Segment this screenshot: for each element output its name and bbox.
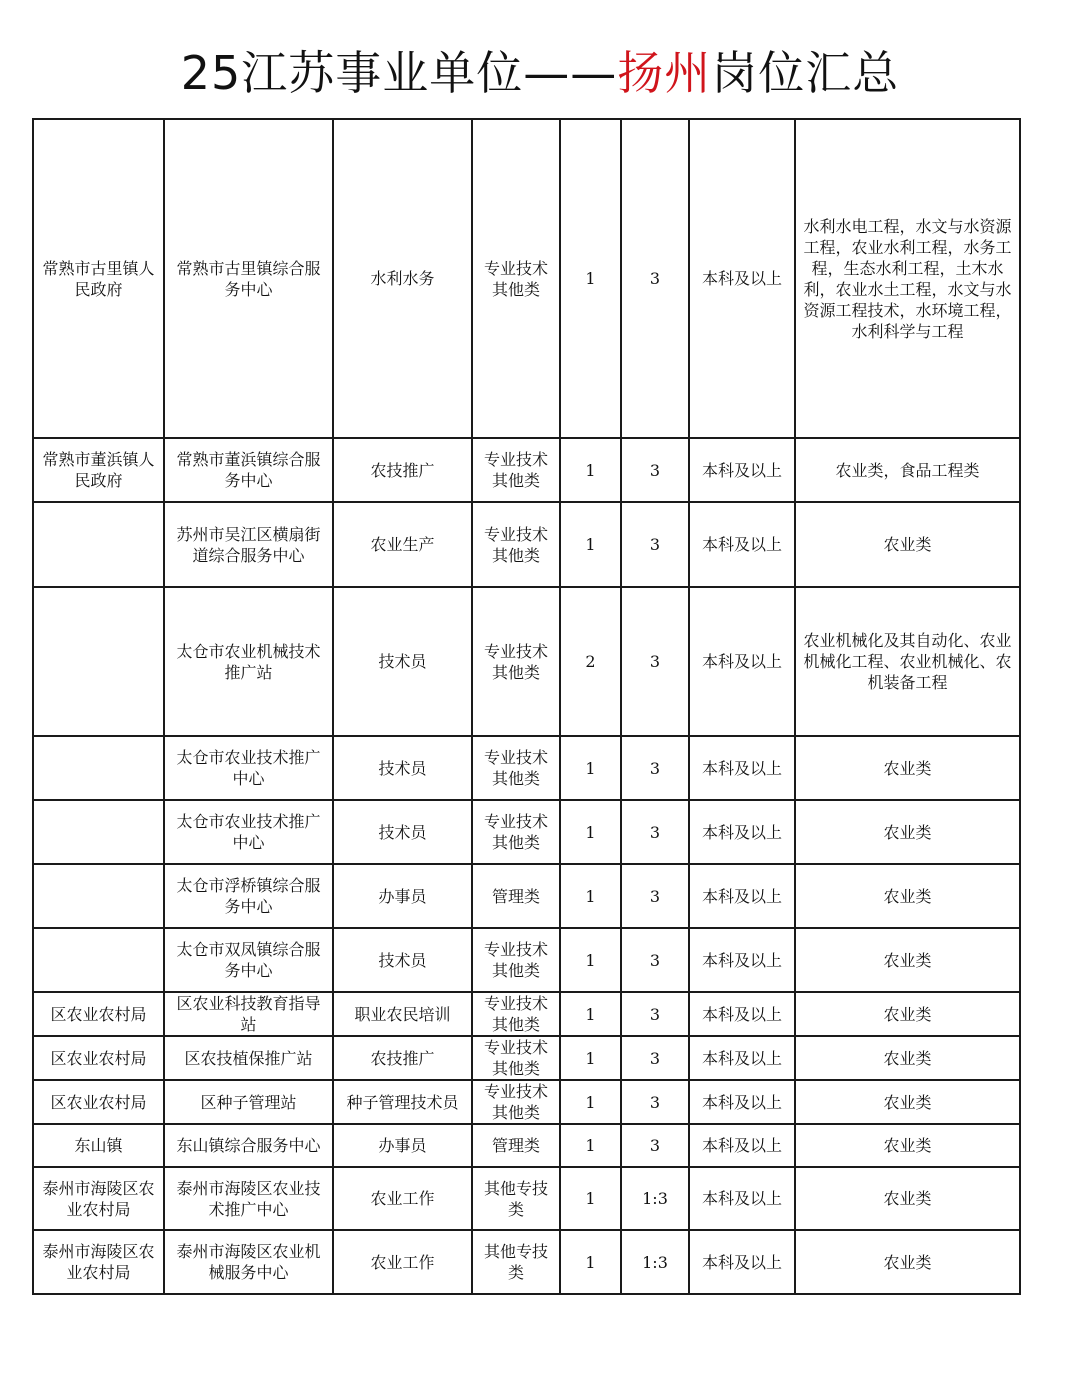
table-row [33,800,1020,864]
cell-dept: 区农业农村局 [33,1036,164,1080]
cell-major: 农业类 [795,928,1020,992]
cell-ratio: 3 [621,587,689,736]
cell-category: 专业技术其他类 [472,928,560,992]
cell-category: 专业技术其他类 [472,119,560,438]
cell-education: 本科及以上 [689,587,795,736]
cell-ratio: 3 [621,992,689,1036]
cell-category: 管理类 [472,864,560,928]
cell-count: 1 [560,1167,621,1230]
cell-count: 1 [560,1124,621,1167]
cell-major: 农业机械化及其自动化、农业机械化工程、农业机械化、农机装备工程 [795,587,1020,736]
table-row [33,992,1020,1036]
cell-ratio: 3 [621,1036,689,1080]
cell-count: 1 [560,992,621,1036]
cell-major: 农业类 [795,1124,1020,1167]
cell-major: 农业类 [795,1167,1020,1230]
cell-dept: 区农业农村局 [33,992,164,1036]
cell-post: 技术员 [333,800,472,864]
cell-ratio: 3 [621,438,689,502]
cell-education: 本科及以上 [689,502,795,587]
cell-ratio: 3 [621,119,689,438]
cell-post: 农技推广 [333,438,472,502]
cell-dept: 泰州市海陵区农业农村局 [33,1167,164,1230]
table-row [33,119,1020,438]
cell-post: 技术员 [333,587,472,736]
table-row [33,864,1020,928]
cell-post: 技术员 [333,928,472,992]
title-prefix: 25江苏事业单位—— [180,46,618,100]
cell-major: 农业类 [795,502,1020,587]
job-table [32,118,1021,1295]
cell-post: 技术员 [333,736,472,800]
cell-major: 农业类 [795,1080,1020,1124]
cell-dept [33,800,164,864]
cell-post: 办事员 [333,864,472,928]
cell-category: 专业技术其他类 [472,438,560,502]
cell-unit: 常熟市董浜镇综合服务中心 [164,438,333,502]
cell-unit: 区农技植保推广站 [164,1036,333,1080]
table-row [33,736,1020,800]
cell-post: 农业生产 [333,502,472,587]
cell-post: 农业工作 [333,1167,472,1230]
cell-major: 农业类 [795,1036,1020,1080]
cell-major: 农业类 [795,992,1020,1036]
cell-education: 本科及以上 [689,438,795,502]
cell-ratio: 3 [621,800,689,864]
cell-unit: 泰州市海陵区农业技术推广中心 [164,1167,333,1230]
cell-category: 专业技术其他类 [472,736,560,800]
cell-major: 农业类 [795,800,1020,864]
cell-major: 农业类，食品工程类 [795,438,1020,502]
table-row [33,1230,1020,1294]
cell-ratio: 3 [621,928,689,992]
table-row [33,1167,1020,1230]
cell-education: 本科及以上 [689,1124,795,1167]
cell-count: 1 [560,1036,621,1080]
cell-category: 专业技术其他类 [472,502,560,587]
cell-dept: 常熟市董浜镇人民政府 [33,438,164,502]
cell-unit: 太仓市浮桥镇综合服务中心 [164,864,333,928]
cell-count: 1 [560,502,621,587]
cell-education: 本科及以上 [689,1036,795,1080]
cell-dept [33,502,164,587]
cell-major: 农业类 [795,864,1020,928]
cell-dept [33,864,164,928]
cell-count: 1 [560,800,621,864]
cell-unit: 东山镇综合服务中心 [164,1124,333,1167]
cell-education: 本科及以上 [689,992,795,1036]
cell-education: 本科及以上 [689,736,795,800]
cell-category: 管理类 [472,1124,560,1167]
cell-category: 专业技术其他类 [472,992,560,1036]
cell-major: 农业类 [795,736,1020,800]
cell-unit: 区种子管理站 [164,1080,333,1124]
cell-ratio: 3 [621,1124,689,1167]
cell-dept [33,736,164,800]
cell-count: 1 [560,1080,621,1124]
cell-dept [33,587,164,736]
cell-ratio: 3 [621,864,689,928]
cell-post: 农业工作 [333,1230,472,1294]
cell-unit: 太仓市农业技术推广中心 [164,736,333,800]
cell-unit: 区农业科技教育指导站 [164,992,333,1036]
cell-category: 专业技术其他类 [472,1080,560,1124]
cell-dept: 区农业农村局 [33,1080,164,1124]
cell-count: 1 [560,1230,621,1294]
cell-count: 1 [560,928,621,992]
cell-unit: 太仓市农业机械技术推广站 [164,587,333,736]
cell-dept [33,928,164,992]
table-row [33,1080,1020,1124]
cell-category: 专业技术其他类 [472,1036,560,1080]
cell-count: 1 [560,438,621,502]
title-highlight: 扬州 [617,46,712,100]
cell-unit: 太仓市双凤镇综合服务中心 [164,928,333,992]
cell-post: 种子管理技术员 [333,1080,472,1124]
table-row [33,1124,1020,1167]
cell-post: 办事员 [333,1124,472,1167]
table-row [33,928,1020,992]
cell-unit: 泰州市海陵区农业机械服务中心 [164,1230,333,1294]
cell-major: 水利水电工程，水文与水资源工程，农业水利工程，水务工程，生态水利工程，土木水利，农业水土工程，水文与水资源工程技术，水环境工程，水利科学与工程 [795,119,1020,438]
cell-ratio: 3 [621,736,689,800]
cell-post: 水利水务 [333,119,472,438]
cell-category: 专业技术其他类 [472,800,560,864]
cell-education: 本科及以上 [689,1167,795,1230]
cell-post: 职业农民培训 [333,992,472,1036]
table-row [33,1036,1020,1080]
cell-category: 其他专技类 [472,1167,560,1230]
cell-ratio: 1:3 [621,1230,689,1294]
cell-education: 本科及以上 [689,119,795,438]
cell-category: 专业技术其他类 [472,587,560,736]
cell-ratio: 1:3 [621,1167,689,1230]
table-row [33,438,1020,502]
cell-unit: 苏州市吴江区横扇街道综合服务中心 [164,502,333,587]
cell-education: 本科及以上 [689,928,795,992]
cell-ratio: 3 [621,1080,689,1124]
cell-dept: 泰州市海陵区农业农村局 [33,1230,164,1294]
cell-education: 本科及以上 [689,864,795,928]
cell-education: 本科及以上 [689,800,795,864]
cell-dept: 东山镇 [33,1124,164,1167]
table-row [33,587,1020,736]
cell-count: 1 [560,119,621,438]
cell-count: 1 [560,864,621,928]
cell-major: 农业类 [795,1230,1020,1294]
cell-ratio: 3 [621,502,689,587]
cell-unit: 太仓市农业技术推广中心 [164,800,333,864]
cell-education: 本科及以上 [689,1230,795,1294]
title-suffix: 岗位汇总 [711,46,900,100]
cell-post: 农技推广 [333,1036,472,1080]
cell-count: 1 [560,736,621,800]
page-title [0,42,1080,104]
cell-count: 2 [560,587,621,736]
cell-category: 其他专技类 [472,1230,560,1294]
cell-education: 本科及以上 [689,1080,795,1124]
table-row [33,502,1020,587]
cell-unit: 常熟市古里镇综合服务中心 [164,119,333,438]
cell-dept: 常熟市古里镇人民政府 [33,119,164,438]
job-table-body [33,119,1020,1294]
